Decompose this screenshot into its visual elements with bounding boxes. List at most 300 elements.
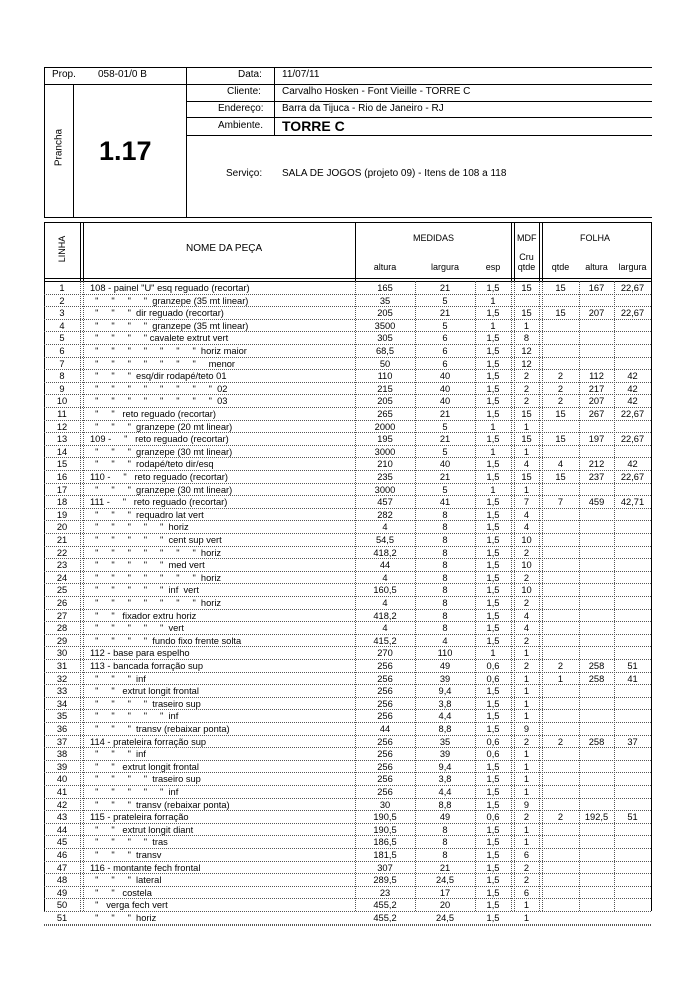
cell-cru-qtde: 1: [523, 320, 530, 331]
table-row: [0, 521, 700, 534]
cell-folha-largura: [614, 685, 651, 698]
cell-largura: 6: [442, 333, 448, 344]
cell-folha-altura: 258: [588, 661, 605, 671]
cell-folha-altura: [579, 710, 614, 723]
cell-esp: 1: [490, 421, 496, 432]
cell-qtde: 15: [555, 409, 566, 419]
cell-esp: 1: [490, 295, 496, 306]
cell-folha-largura: [614, 509, 651, 522]
cell-esp: 1: [490, 446, 496, 457]
cell-qtde: [542, 647, 579, 660]
table-row: [0, 383, 700, 396]
cell-nome: " " " inf: [90, 749, 146, 760]
cell-cru-qtde: 1: [523, 824, 530, 835]
table-row: [0, 786, 700, 799]
cell-cru-qtde: 6: [523, 887, 530, 898]
table-row: [0, 597, 700, 610]
cell-largura: 4,4: [438, 711, 452, 722]
cell-folha-largura: 41: [627, 673, 638, 684]
table-row: [0, 509, 700, 522]
cell-linha: 6: [59, 346, 65, 356]
cell-linha: 14: [56, 446, 68, 457]
cell-largura: 110: [437, 648, 453, 659]
table-row: [0, 295, 700, 308]
cell-folha-altura: 112: [589, 371, 604, 382]
cell-linha: 7: [59, 358, 65, 369]
cell-qtde: 15: [555, 283, 566, 293]
cell-cru-qtde: 1: [523, 648, 530, 659]
cell-folha-largura: [614, 836, 651, 849]
cell-largura: 8: [442, 547, 448, 558]
cell-cru-qtde: 4: [523, 509, 530, 520]
cell-nome: " " " " " " " menor: [90, 358, 236, 369]
cell-qtde: [542, 421, 579, 434]
cell-cru-qtde: 1: [523, 446, 530, 457]
cell-folha-altura: [579, 597, 614, 610]
cell-altura: 165: [377, 283, 393, 293]
table-row: [0, 547, 700, 560]
cell-largura: 40: [439, 459, 451, 470]
cell-qtde: [542, 899, 579, 912]
cell-altura: 44: [379, 724, 391, 734]
cell-folha-largura: 22,67: [620, 409, 645, 419]
cell-nome: " " reto reguado (recortar): [90, 409, 216, 419]
cell-cru-qtde: 10: [521, 585, 532, 596]
linha-header: LINHA: [57, 235, 67, 263]
cell-nome: " " " rodapé/teto dir/esq: [90, 459, 214, 470]
cell-folha-largura: [614, 345, 651, 358]
cell-altura: 256: [377, 698, 393, 709]
cell-cru-qtde: 2: [523, 572, 530, 583]
table-row: [0, 534, 700, 547]
cell-altura: 35: [379, 295, 391, 306]
cell-linha: 36: [56, 724, 68, 734]
cell-largura: 49: [439, 661, 451, 671]
cell-folha-altura: [579, 786, 614, 799]
cell-qtde: [542, 610, 579, 623]
cell-esp: 1,5: [486, 837, 500, 848]
cell-esp: 1,5: [486, 635, 500, 646]
cell-folha-largura: [614, 647, 651, 660]
folha-largura-header: largura: [618, 262, 647, 272]
cell-linha: 47: [56, 862, 68, 873]
cell-largura: 8,8: [438, 799, 452, 810]
cell-altura: 235: [377, 472, 393, 482]
data-value: 11/07/11: [282, 69, 320, 80]
cell-nome: " " " lateral: [90, 875, 162, 886]
cell-largura: 8: [442, 560, 448, 571]
cell-nome: " " " " " inf: [90, 787, 179, 797]
cell-folha-largura: 22,67: [620, 308, 645, 319]
cell-altura: 181,5: [373, 850, 397, 860]
cell-folha-largura: [614, 912, 651, 925]
cell-folha-largura: [614, 332, 651, 345]
table-row: [0, 773, 700, 786]
cell-nome: " " " granzepe (30 mt linear): [90, 446, 233, 457]
cell-largura: 21: [439, 409, 451, 419]
cell-linha: 50: [56, 900, 68, 911]
cell-cru-qtde: 1: [523, 774, 530, 785]
cell-folha-altura: [579, 698, 614, 711]
cell-linha: 18: [56, 497, 68, 508]
cell-qtde: [542, 862, 579, 875]
table-row: [0, 874, 700, 887]
cell-largura: 39: [439, 673, 451, 684]
prop-value: 058-01/0 B: [98, 69, 147, 80]
cell-esp: 1,5: [486, 547, 500, 558]
cell-folha-largura: 42: [627, 383, 638, 394]
cell-largura: 5: [442, 446, 448, 457]
cell-linha: 42: [56, 799, 68, 810]
cell-folha-largura: 51: [627, 661, 638, 671]
cell-linha: 2: [59, 295, 65, 306]
cell-esp: 1,5: [486, 308, 500, 319]
cell-cru-qtde: 7: [523, 497, 530, 508]
cell-folha-largura: [614, 887, 651, 900]
cell-altura: 457: [377, 497, 393, 508]
cell-linha: 16: [56, 472, 68, 482]
table-row: [0, 660, 700, 673]
cell-altura: 23: [379, 887, 391, 898]
cell-folha-largura: [614, 484, 651, 497]
cell-folha-altura: [579, 446, 614, 459]
cell-folha-altura: 459: [588, 497, 605, 508]
cell-linha: 31: [56, 661, 68, 671]
cell-cru-qtde: 1: [523, 913, 530, 923]
cell-cru-qtde: 15: [521, 283, 532, 293]
table-row: [0, 849, 700, 862]
cell-nome: 115 - prateleira forração: [90, 812, 189, 823]
cell-esp: 1,5: [486, 535, 500, 545]
cell-folha-largura: [614, 874, 651, 887]
prancha-number: 1.17: [99, 136, 152, 166]
cell-qtde: [542, 622, 579, 635]
cell-folha-altura: [579, 421, 614, 434]
cell-qtde: [542, 358, 579, 371]
cell-nome: 108 - painel "U" esq reguado (recortar): [90, 283, 250, 293]
cell-nome: 111 - " reto reguado (recortar): [90, 497, 228, 508]
cell-qtde: [542, 685, 579, 698]
cell-esp: 1: [490, 484, 496, 495]
cell-folha-altura: [579, 647, 614, 660]
cell-folha-largura: [614, 295, 651, 308]
cell-esp: 1,5: [486, 572, 500, 583]
cell-qtde: 15: [555, 434, 566, 445]
cell-folha-altura: [579, 685, 614, 698]
cell-cru-qtde: 1: [523, 761, 530, 772]
cell-folha-largura: 42: [627, 371, 638, 382]
cell-folha-altura: [579, 824, 614, 837]
cell-folha-largura: 51: [627, 812, 638, 823]
cell-cru-qtde: 4: [523, 459, 530, 470]
cell-folha-altura: [579, 622, 614, 635]
cell-altura: 3000: [374, 484, 396, 495]
cell-altura: 205: [377, 396, 393, 407]
cell-nome: " " " " tras: [90, 837, 168, 848]
cell-esp: 1,5: [486, 913, 500, 923]
cell-esp: 1,5: [486, 585, 500, 596]
cell-nome: 114 - prateleira forração sup: [90, 736, 207, 747]
cell-linha: 23: [56, 560, 68, 571]
cell-esp: 1,5: [486, 724, 500, 734]
cell-folha-altura: [579, 849, 614, 862]
cell-qtde: [542, 874, 579, 887]
cell-cru-qtde: 1: [523, 900, 530, 911]
cell-qtde: [542, 345, 579, 358]
cell-nome: " " " " " " " " 02: [90, 383, 228, 394]
cell-folha-largura: [614, 421, 651, 434]
cell-largura: 5: [442, 320, 448, 331]
cell-cru-qtde: 2: [523, 383, 530, 394]
cell-esp: 1,5: [486, 598, 500, 608]
cell-cru-qtde: 2: [523, 598, 530, 608]
cell-largura: 8: [442, 850, 448, 860]
cru-qtde-header: Cru qtde: [517, 252, 536, 272]
cell-linha: 46: [56, 850, 68, 860]
cell-largura: 4: [442, 635, 448, 646]
cell-folha-largura: [614, 862, 651, 875]
cell-qtde: [542, 849, 579, 862]
cell-folha-largura: 42: [627, 396, 638, 407]
servico-value: SALA DE JOGOS (projeto 09) - Itens de 108 a 118: [282, 168, 507, 179]
cell-qtde: [542, 295, 579, 308]
cell-largura: 5: [442, 295, 448, 306]
cell-nome: 110 - " reto reguado (recortar): [90, 472, 228, 482]
cell-esp: 1,5: [486, 761, 500, 772]
cell-linha: 30: [56, 648, 68, 659]
cell-qtde: 4: [557, 459, 564, 470]
cell-altura: 256: [377, 661, 393, 671]
cell-linha: 28: [56, 623, 68, 634]
cell-folha-altura: 167: [588, 283, 605, 293]
cell-folha-altura: [579, 547, 614, 560]
table-row: [0, 332, 700, 345]
cell-nome: " " " requadro lat vert: [90, 509, 204, 520]
cell-linha: 32: [56, 673, 68, 684]
ambiente-label: Ambiente.: [218, 120, 264, 131]
cell-nome: " " costela: [90, 887, 152, 898]
cell-esp: 1,5: [486, 850, 500, 860]
cell-largura: 9,4: [438, 761, 452, 772]
esp-header: esp: [485, 262, 501, 272]
cell-largura: 5: [442, 421, 448, 432]
cell-esp: 1,5: [486, 522, 500, 533]
cell-esp: 0,6: [486, 661, 500, 671]
cell-folha-largura: 37: [627, 736, 638, 747]
cell-folha-altura: [579, 912, 614, 925]
cell-cru-qtde: 1: [523, 686, 530, 697]
cell-nome: " " " granzepe (20 mt linear): [90, 421, 233, 432]
cell-nome: 112 - base para espelho: [90, 648, 190, 659]
cell-folha-largura: [614, 761, 651, 774]
cell-esp: 1,5: [486, 774, 500, 785]
cell-folha-largura: [614, 446, 651, 459]
cell-cru-qtde: 15: [521, 472, 532, 482]
cell-qtde: [542, 799, 579, 812]
cell-largura: 6: [442, 346, 448, 356]
cell-altura: 3000: [374, 446, 396, 457]
cell-folha-largura: [614, 786, 651, 799]
cell-linha: 45: [56, 837, 68, 848]
cell-qtde: 7: [557, 497, 564, 508]
cell-qtde: [542, 786, 579, 799]
cell-altura: 54,5: [375, 535, 395, 545]
cell-qtde: 2: [557, 661, 564, 671]
cell-nome: " " " granzepe (30 mt linear): [90, 484, 233, 495]
cell-linha: 41: [56, 787, 68, 797]
table-row: [0, 307, 700, 320]
cell-largura: 41: [439, 497, 451, 508]
table-row: [0, 673, 700, 686]
table-row: [0, 484, 700, 497]
cell-qtde: [542, 710, 579, 723]
cell-qtde: [542, 320, 579, 333]
cell-esp: 1,5: [486, 434, 500, 445]
cell-largura: 21: [439, 283, 451, 293]
cell-largura: 8: [442, 522, 448, 533]
cell-linha: 15: [56, 459, 68, 470]
cell-folha-largura: [614, 899, 651, 912]
cell-largura: 5: [442, 484, 448, 495]
cell-altura: 270: [377, 648, 393, 659]
cell-folha-altura: 207: [588, 308, 605, 319]
cell-altura: 256: [377, 749, 393, 760]
prop-label: Prop.: [52, 69, 76, 80]
cell-cru-qtde: 1: [523, 837, 530, 848]
medidas-header: MEDIDAS: [413, 233, 455, 243]
cell-largura: 4,4: [438, 787, 452, 797]
cell-qtde: [542, 521, 579, 534]
cell-folha-largura: [614, 358, 651, 371]
cell-cru-qtde: 1: [523, 711, 530, 722]
cell-cru-qtde: 8: [523, 333, 530, 344]
cell-folha-altura: [579, 761, 614, 774]
cell-folha-altura: [579, 862, 614, 875]
cell-cru-qtde: 12: [521, 346, 532, 356]
cell-nome: " " " " cavalete extrut vert: [90, 333, 229, 344]
cell-altura: 455,2: [373, 900, 397, 911]
cell-linha: 21: [56, 535, 68, 545]
cell-nome: " " " " " cent sup vert: [90, 535, 222, 545]
cell-altura: 190,5: [373, 824, 397, 835]
cell-altura: 305: [377, 333, 393, 344]
cell-nome: " " extrut longit frontal: [90, 761, 199, 772]
cell-nome: " " " " " " " horiz maior: [90, 346, 247, 356]
cell-nome: 109 - " reto reguado (recortar): [90, 434, 229, 445]
cell-folha-largura: [614, 849, 651, 862]
cell-qtde: [542, 509, 579, 522]
cell-nome: " " fixador extru horiz: [90, 610, 197, 621]
cell-folha-altura: [579, 874, 614, 887]
cell-nome: " " " " " " " " 03: [90, 396, 228, 407]
cell-qtde: [542, 547, 579, 560]
cell-esp: 1: [490, 648, 496, 659]
table-row: [0, 446, 700, 459]
table-row: [0, 572, 700, 585]
cell-linha: 27: [56, 610, 68, 621]
cell-linha: 24: [56, 572, 68, 583]
cell-cru-qtde: 10: [521, 560, 532, 571]
cell-folha-largura: [614, 723, 651, 736]
folha-altura-header: altura: [585, 262, 608, 272]
prancha-label: Prancha: [53, 128, 65, 167]
cell-altura: 4: [382, 598, 388, 608]
cell-cru-qtde: 2: [523, 736, 530, 747]
cell-altura: 44: [379, 560, 391, 571]
table-row: [0, 584, 700, 597]
cell-qtde: [542, 748, 579, 761]
cell-qtde: 2: [557, 371, 564, 382]
cell-folha-largura: 42,71: [620, 497, 645, 508]
cell-linha: 8: [59, 371, 65, 382]
cell-altura: 50: [379, 358, 391, 369]
cell-largura: 3,8: [438, 698, 452, 709]
cell-esp: 1,5: [486, 875, 500, 886]
cell-cru-qtde: 9: [523, 724, 530, 734]
cell-nome: " " extrut longit diant: [90, 824, 194, 835]
cell-cru-qtde: 15: [521, 308, 532, 319]
cell-linha: 26: [56, 598, 68, 608]
cell-folha-altura: [579, 723, 614, 736]
mdf-header: MDF: [517, 233, 537, 243]
cell-altura: 4: [382, 623, 388, 634]
cell-folha-largura: [614, 710, 651, 723]
cell-linha: 34: [56, 698, 68, 709]
cell-qtde: 15: [555, 472, 566, 482]
cell-altura: 2000: [374, 421, 396, 432]
cell-qtde: [542, 698, 579, 711]
cell-largura: 8: [442, 572, 448, 583]
table-row: [0, 862, 700, 875]
cell-cru-qtde: 1: [523, 484, 530, 495]
cell-nome: " " extrut longit frontal: [90, 686, 199, 697]
cell-linha: 43: [56, 812, 68, 823]
cell-largura: 8: [442, 598, 448, 608]
cell-folha-largura: [614, 521, 651, 534]
cell-altura: 3500: [374, 320, 396, 331]
cell-linha: 9: [59, 383, 65, 394]
cell-folha-largura: [614, 748, 651, 761]
cell-altura: 282: [377, 509, 393, 520]
cell-folha-altura: [579, 836, 614, 849]
cell-altura: 289,5: [373, 875, 397, 886]
cell-qtde: [542, 836, 579, 849]
cell-altura: 160,5: [373, 585, 397, 596]
cell-qtde: [542, 572, 579, 585]
cell-altura: 30: [379, 799, 391, 810]
table-row: [0, 358, 700, 371]
cell-esp: 1,5: [486, 610, 500, 621]
cell-largura: 24,5: [435, 875, 455, 886]
cell-esp: 1,5: [486, 887, 500, 898]
cell-folha-altura: 258: [588, 673, 605, 684]
table-row: [0, 471, 700, 484]
cell-qtde: 2: [557, 396, 564, 407]
cell-esp: 1,5: [486, 787, 500, 797]
cell-esp: 1,5: [486, 509, 500, 520]
cell-largura: 8: [442, 824, 448, 835]
cell-nome: " " " " " " " horiz: [90, 547, 222, 558]
cell-linha: 13: [56, 434, 68, 445]
cell-nome: " " " inf: [90, 673, 146, 684]
cell-folha-altura: [579, 748, 614, 761]
table-row: [0, 458, 700, 471]
cell-cru-qtde: 1: [523, 673, 530, 684]
cell-linha: 1: [59, 283, 65, 293]
nome-da-peca-header: NOME DA PEÇA: [186, 243, 263, 254]
cell-folha-largura: 22,67: [620, 283, 645, 293]
cell-linha: 33: [56, 686, 68, 697]
